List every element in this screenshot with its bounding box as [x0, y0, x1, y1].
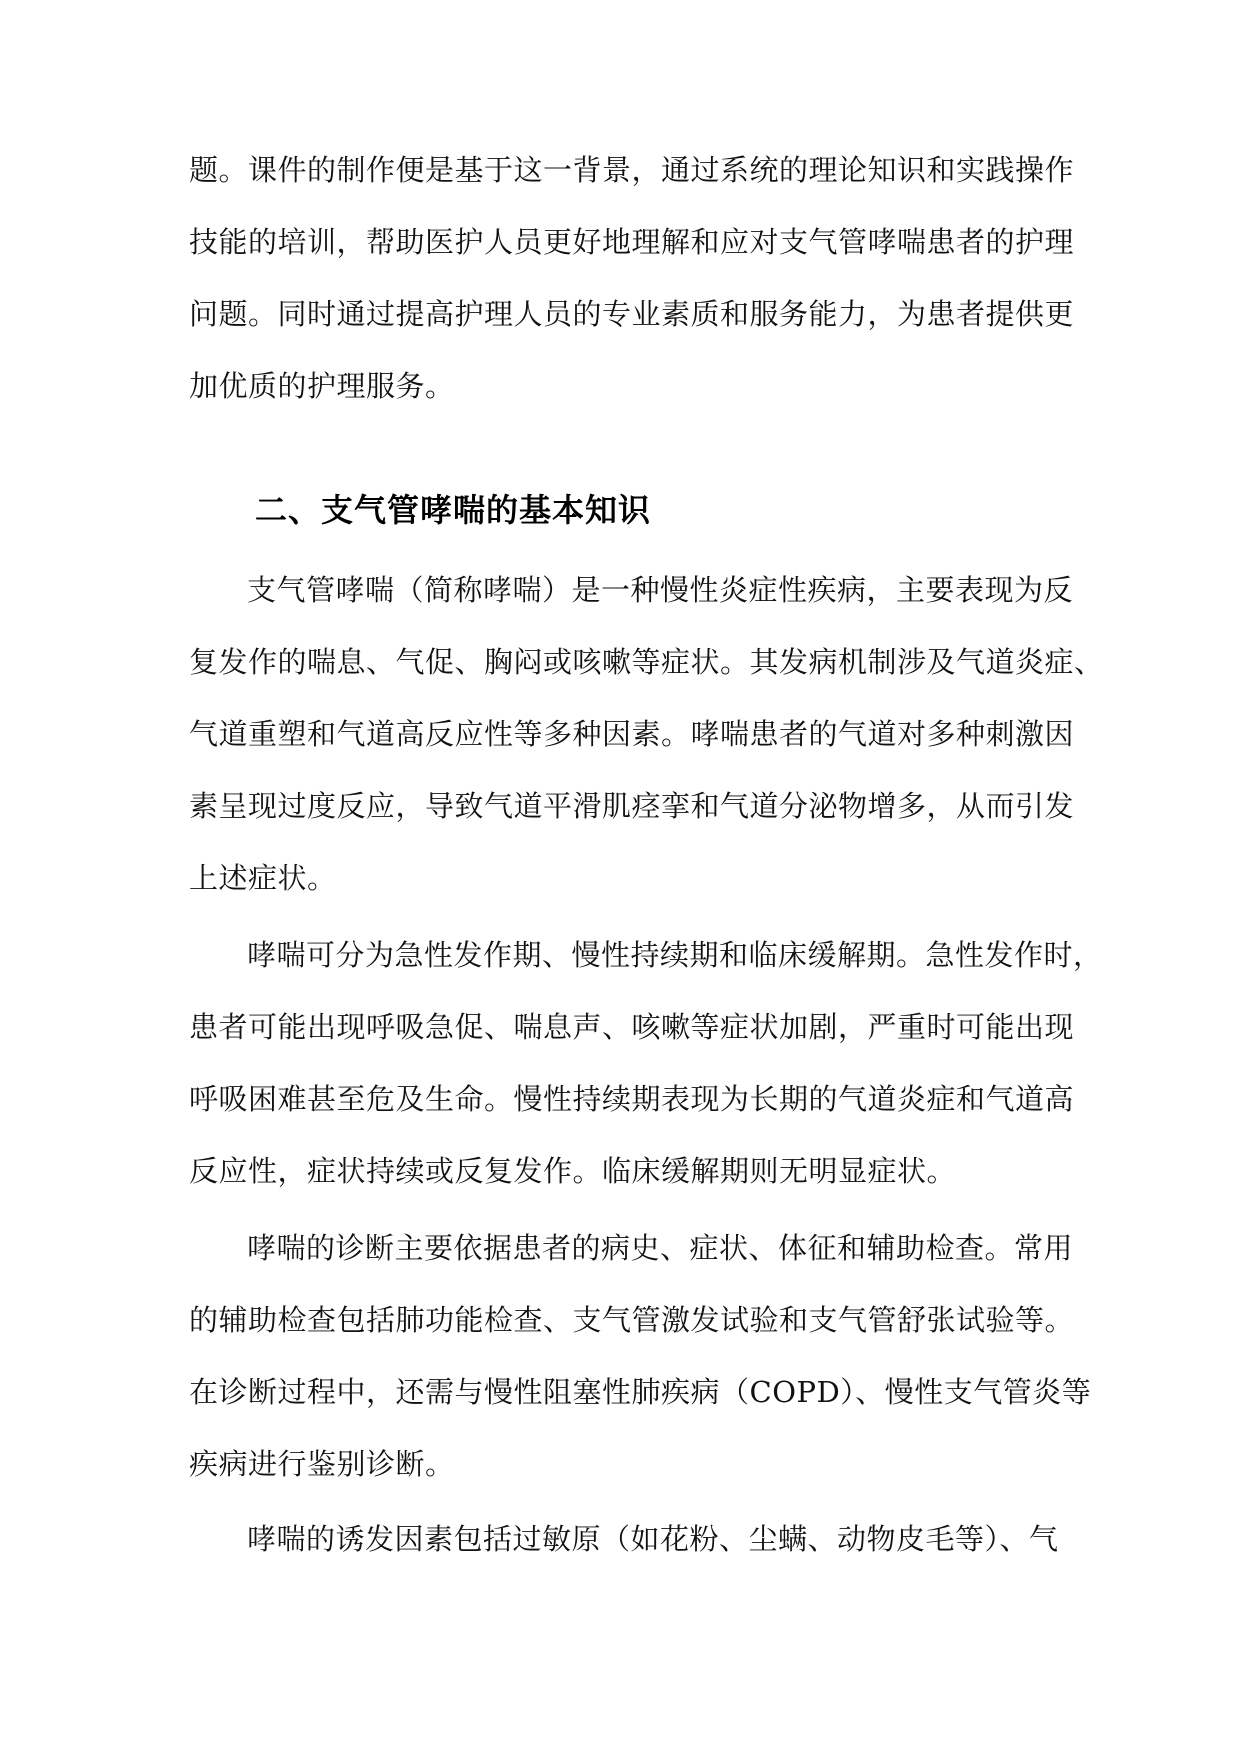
paragraph-2-line-3: 呼吸困难甚至危及生命。慢性持续期表现为长期的气道炎症和气道高 — [189, 1082, 1075, 1116]
intro-line-3: 问题。同时通过提高护理人员的专业素质和服务能力，为患者提供更 — [189, 297, 1075, 331]
paragraph-1-line-1: 支气管哮喘（简称哮喘）是一种慢性炎症性疾病，主要表现为反 — [247, 573, 1074, 607]
intro-line-1: 题。课件的制作便是基于这一背景，通过系统的理论知识和实践操作 — [189, 153, 1075, 187]
paragraph-1-line-4: 素呈现过度反应，导致气道平滑肌痉挛和气道分泌物增多，从而引发 — [189, 789, 1075, 823]
paragraph-1-line-2: 复发作的喘息、气促、胸闷或咳嗽等症状。其发病机制涉及气道炎症、 — [189, 645, 1104, 679]
paragraph-1-line-5: 上述症状。 — [189, 861, 337, 895]
paragraph-3-line-2: 的辅助检查包括肺功能检查、支气管激发试验和支气管舒张试验等。 — [189, 1303, 1075, 1337]
paragraph-4-line-1: 哮喘的诱发因素包括过敏原（如花粉、尘螨、动物皮毛等）、气 — [247, 1522, 1059, 1556]
paragraph-3-line-4: 疾病进行鉴别诊断。 — [189, 1447, 455, 1481]
paragraph-2-line-4: 反应性，症状持续或反复发作。临床缓解期则无明显症状。 — [189, 1154, 957, 1188]
intro-line-4: 加优质的护理服务。 — [189, 369, 455, 403]
intro-line-2: 技能的培训，帮助医护人员更好地理解和应对支气管哮喘患者的护理 — [189, 225, 1075, 259]
paragraph-3-line-3: 在诊断过程中，还需与慢性阻塞性肺疾病（COPD）、慢性支气管炎等 — [189, 1375, 1092, 1409]
paragraph-3-line-1: 哮喘的诊断主要依据患者的病史、症状、体征和辅助检查。常用 — [247, 1231, 1074, 1265]
section-heading: 二、支气管哮喘的基本知识 — [255, 491, 652, 529]
paragraph-2-line-2: 患者可能出现呼吸急促、喘息声、咳嗽等症状加剧，严重时可能出现 — [189, 1010, 1075, 1044]
paragraph-2-line-1: 哮喘可分为急性发作期、慢性持续期和临床缓解期。急性发作时， — [247, 938, 1103, 972]
paragraph-1-line-3: 气道重塑和气道高反应性等多种因素。哮喘患者的气道对多种刺激因 — [189, 717, 1075, 751]
